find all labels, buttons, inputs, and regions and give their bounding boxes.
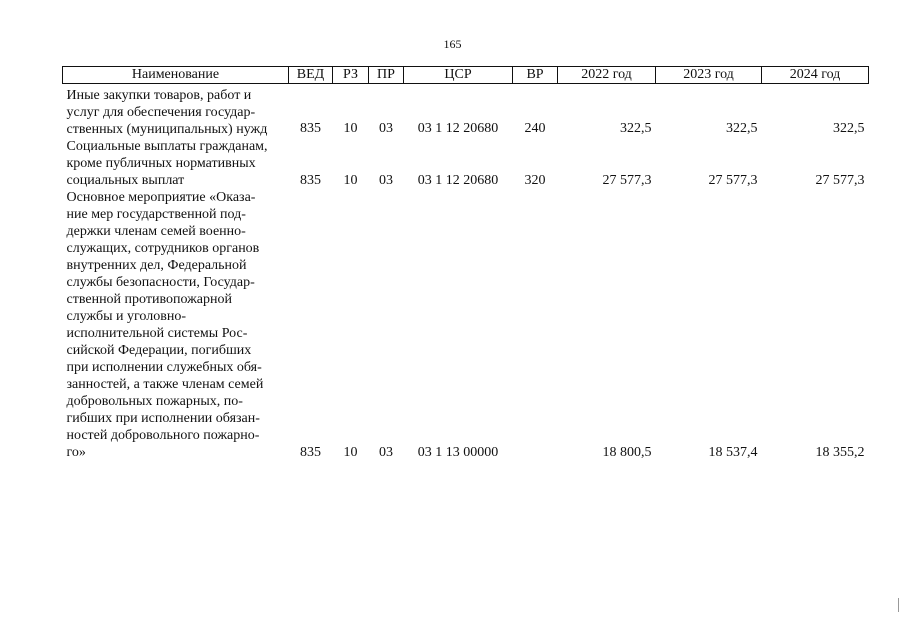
table-header-row: [63, 67, 869, 84]
table-row: [63, 84, 869, 139]
row-name-line: социальных выплат: [66, 173, 185, 188]
row-ved: 835: [300, 121, 321, 136]
row-vr: [513, 189, 558, 461]
header-2024: 2024 год: [762, 67, 869, 84]
row-name-line: службы и уголовно-: [66, 309, 186, 324]
row-ved: 835: [300, 173, 321, 188]
row-name: [63, 84, 289, 139]
row-pr: 03: [379, 121, 393, 136]
row-name-line: ственной противопожарной: [66, 292, 232, 307]
table-row: [63, 138, 869, 189]
row-2023: 18 537,4: [708, 445, 758, 460]
row-csr: 03 1 13 00000: [417, 445, 499, 460]
row-name-line: гибших при исполнении обязан-: [66, 411, 260, 426]
table-row: [63, 189, 869, 461]
row-name-line: исполнительной системы Рос-: [66, 326, 248, 341]
row-2023: 322,5: [726, 121, 758, 136]
row-2023: 27 577,3: [708, 173, 758, 188]
row-2022: 322,5: [620, 121, 652, 136]
row-name-line: Социальные выплаты гражданам,: [66, 139, 268, 154]
row-name-line: кроме публичных нормативных: [66, 156, 256, 171]
scan-edge-mark: [898, 598, 899, 612]
row-pr: 03: [379, 445, 393, 460]
budget-table: [62, 66, 869, 461]
row-name-line: ственных (муниципальных) нужд: [66, 122, 268, 137]
row-ved: 835: [300, 445, 321, 460]
row-rz: 10: [343, 445, 358, 460]
row-name-line: го»: [66, 445, 86, 460]
page-number: 165: [443, 37, 462, 51]
row-pr: 03: [379, 173, 393, 188]
row-name: [63, 138, 289, 189]
row-name-line: ние мер государственной под-: [66, 207, 246, 222]
row-vr: 240: [524, 121, 546, 136]
header-2023: 2023 год: [656, 67, 762, 84]
row-rz: 10: [343, 173, 358, 188]
row-name-line: служащих, сотрудников органов: [66, 241, 260, 256]
row-name-line: услуг для обеспечения государ-: [66, 105, 256, 120]
row-name-line: внутренних дел, Федеральной: [66, 258, 247, 273]
row-2022: 27 577,3: [602, 173, 652, 188]
row-name-line: держки членам семей военно-: [66, 224, 246, 239]
row-csr: 03 1 12 20680: [417, 121, 499, 136]
row-vr: 320: [524, 173, 546, 188]
header-pr: ПР: [369, 67, 404, 84]
row-2022: 18 800,5: [602, 445, 652, 460]
row-csr: 03 1 12 20680: [417, 173, 499, 188]
row-name-line: сийской Федерации, погибших: [66, 343, 252, 358]
header-2022: 2022 год: [558, 67, 656, 84]
row-name-line: добровольных пожарных, по-: [66, 394, 243, 409]
header-csr: ЦСР: [404, 67, 513, 84]
row-name-line: Основное мероприятие «Оказа-: [66, 190, 256, 205]
row-name-line: службы безопасности, Государ-: [66, 275, 255, 290]
row-2024: 18 355,2: [815, 445, 865, 460]
row-name: [63, 189, 289, 461]
row-name-line: ностей добровольного пожарно-: [66, 428, 260, 443]
row-name-line: Иные закупки товаров, работ и: [66, 88, 252, 103]
header-rz: РЗ: [333, 67, 369, 84]
row-2024: 322,5: [833, 121, 865, 136]
row-rz: 10: [343, 121, 358, 136]
row-name-line: при исполнении служебных обя-: [66, 360, 262, 375]
header-ved: ВЕД: [289, 67, 333, 84]
header-name: Наименование: [63, 67, 289, 84]
header-vr: ВР: [513, 67, 558, 84]
row-name-line: занностей, а также членам семей: [66, 377, 264, 392]
row-2024: 27 577,3: [815, 173, 865, 188]
